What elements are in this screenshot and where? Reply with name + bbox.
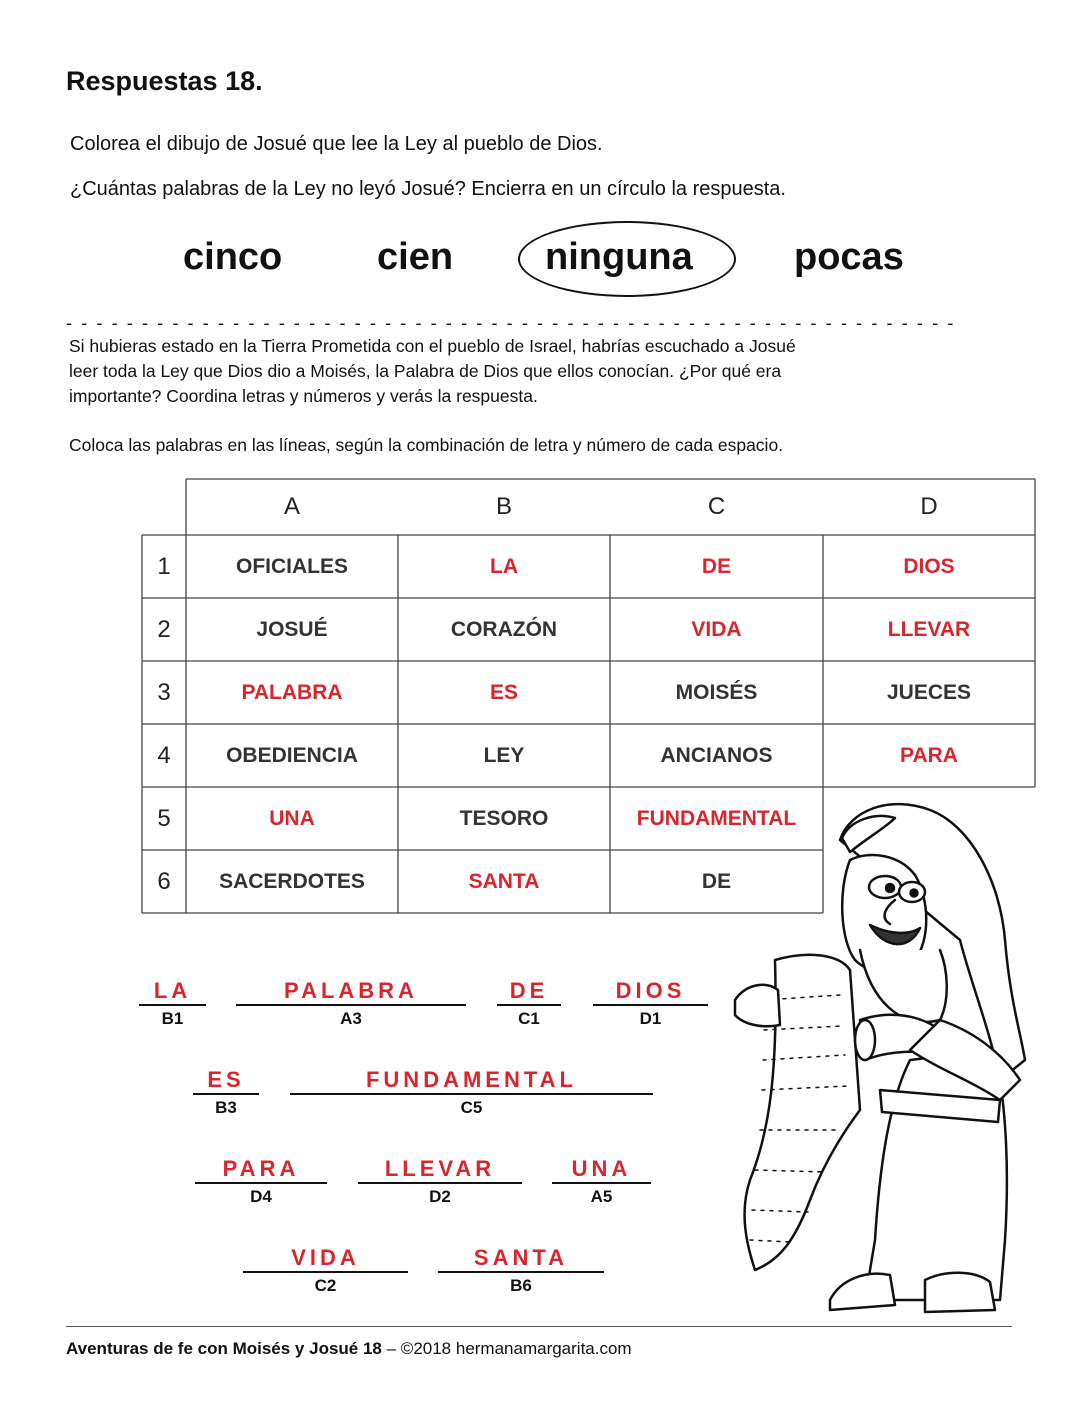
page-title: Respuestas 18. <box>66 66 263 96</box>
answer-line <box>139 1004 206 1006</box>
answer-code: D4 <box>250 1187 272 1206</box>
column-header-c: C <box>707 493 726 520</box>
answer-c5 <box>290 1067 653 1118</box>
grid-cell: JUECES <box>886 680 972 704</box>
answer-word: DE <box>509 978 549 1003</box>
grid-cell: OFICIALES <box>235 554 348 578</box>
answer-c1 <box>497 978 561 1029</box>
answer-line <box>243 1271 408 1273</box>
answer-d4 <box>195 1156 327 1207</box>
grid-cell: OBEDIENCIA <box>226 743 358 767</box>
choice-cien[interactable]: cien <box>377 236 454 278</box>
answer-code: B6 <box>510 1276 532 1295</box>
answer-line <box>193 1093 259 1095</box>
answer-word: PARA <box>222 1156 300 1181</box>
column-header-b: B <box>495 493 512 520</box>
answer-code: C2 <box>314 1276 337 1295</box>
joshua-illustration <box>700 800 1060 1320</box>
answer-b3 <box>193 1067 259 1118</box>
answer-word: LA <box>153 978 192 1003</box>
answer-code: C1 <box>518 1009 540 1028</box>
grid-cell: LEY <box>483 743 525 767</box>
grid-cell: DE <box>701 869 732 893</box>
grid-cell: UNA <box>269 806 315 830</box>
paragraph-instruction: Coloca las palabras en las líneas, según la combinación de letra y número de cada espacio. <box>69 435 784 455</box>
choice-pocas[interactable]: pocas <box>794 236 904 278</box>
answer-line <box>290 1093 653 1095</box>
answer-word: ES <box>207 1067 245 1092</box>
grid-cell: VIDA <box>691 617 742 641</box>
grid-cell: TESORO <box>459 806 549 830</box>
grid-cell: SANTA <box>468 869 540 893</box>
column-header-a: A <box>283 493 300 520</box>
grid-cell: DIOS <box>903 554 955 578</box>
answer-a5 <box>552 1156 651 1207</box>
grid-cell: ES <box>489 680 518 704</box>
answer-line <box>236 1004 466 1006</box>
answer-line <box>497 1004 561 1006</box>
paragraph-line-2: leer toda la Ley que Dios dio a Moisés, la Palabra de Dios que ellos conocían. ¿Por qué era <box>69 361 782 381</box>
grid-cell: MOISÉS <box>675 680 758 704</box>
answer-b1 <box>139 978 206 1029</box>
answer-code: A3 <box>340 1009 362 1028</box>
grid-cell: SACERDOTES <box>219 869 365 893</box>
grid-cell: PALABRA <box>241 680 343 704</box>
answer-code: B3 <box>215 1098 237 1117</box>
footer-copyright: – ©2018 hermanamargarita.com <box>381 1339 632 1358</box>
row-number: 5 <box>157 804 171 832</box>
answer-d1 <box>593 978 708 1029</box>
grid-cell: PARA <box>900 743 958 767</box>
answer-code: A5 <box>590 1187 613 1206</box>
grid-cell: LLEVAR <box>887 617 971 641</box>
answer-code: B1 <box>161 1009 184 1028</box>
answer-d2 <box>358 1156 522 1207</box>
paragraph-line-3: importante? Coordina letras y números y verás la respuesta. <box>69 386 538 406</box>
answer-line <box>593 1004 708 1006</box>
choice-ninguna[interactable]: ninguna <box>545 236 693 278</box>
answer-line <box>438 1271 604 1273</box>
row-number: 3 <box>157 678 171 706</box>
answer-code: C5 <box>460 1098 483 1117</box>
column-header-d: D <box>920 493 938 520</box>
answer-line <box>358 1182 522 1184</box>
answer-word: VIDA <box>291 1245 360 1270</box>
answer-code: D1 <box>639 1009 662 1028</box>
grid-cell: DE <box>701 554 732 578</box>
answer-code: D2 <box>429 1187 451 1206</box>
answer-line <box>552 1182 651 1184</box>
row-number: 6 <box>157 867 171 895</box>
row-number: 1 <box>157 552 171 580</box>
answer-b6 <box>438 1245 604 1296</box>
instruction-color: Colorea el dibujo de Josué que lee la Ley al pueblo de Dios. <box>70 133 603 155</box>
row-number: 2 <box>157 615 171 643</box>
answer-word: UNA <box>571 1156 632 1181</box>
answer-c2 <box>243 1245 408 1296</box>
grid-cell: CORAZÓN <box>450 617 558 641</box>
answer-word: LLEVAR <box>384 1156 496 1181</box>
answer-word: FUNDAMENTAL <box>365 1067 577 1092</box>
footer <box>66 1339 632 1359</box>
answer-word: DIOS <box>615 978 686 1003</box>
answer-a3 <box>236 978 466 1029</box>
answer-word: SANTA <box>473 1245 569 1270</box>
row-number: 4 <box>157 741 171 769</box>
grid-cell: FUNDAMENTAL <box>636 806 797 830</box>
answer-line <box>195 1182 327 1184</box>
choice-cinco[interactable]: cinco <box>183 236 283 278</box>
grid-cell: ANCIANOS <box>660 743 773 767</box>
instruction-circle: ¿Cuántas palabras de la Ley no leyó Josué? Encierra en un círculo la respuesta. <box>70 178 786 200</box>
grid-cell: LA <box>490 554 518 578</box>
footer-rule <box>66 1326 1012 1327</box>
cut-line: - - - - - - - - - - - - - - - - - - - - - - - - - - - - - - - - - - - - - - - - - - - - - - - - - - - - - - - - - - - <box>66 316 956 330</box>
paragraph-line-1: Si hubieras estado en la Tierra Prometida con el pueblo de Israel, habrías escuchado a Josué <box>69 336 796 356</box>
footer-title: Aventuras de fe con Moisés y Josué 18 <box>66 1339 382 1358</box>
grid-cell: JOSUÉ <box>256 617 328 641</box>
answer-word: PALABRA <box>284 978 418 1003</box>
